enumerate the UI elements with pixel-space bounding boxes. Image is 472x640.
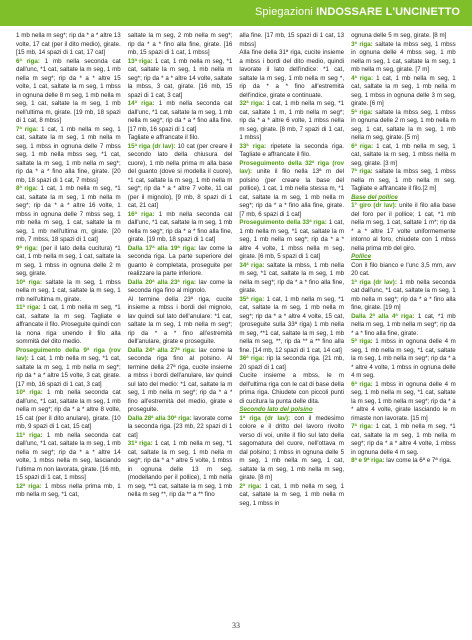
instruction-paragraph	[239, 483, 344, 509]
instruction-paragraph	[239, 100, 344, 143]
row-text: Cucite insieme a mbss, le m dell'ultima riga con le cat di base della prima riga. Chiudete con piccoli punti di cucitura la punta delle dita.	[239, 372, 345, 405]
instruction-paragraph	[16, 432, 121, 483]
row-label: 14ª riga:	[127, 100, 155, 107]
instruction-paragraph	[128, 415, 233, 441]
instruction-paragraph	[16, 126, 121, 186]
row-text: 1 cat, 1 mb nella m seg, *1 cat, saltate la m seg, 1 mb nella m seg*; rip da * a * altre 5 volte, 1 mbss in ognuna delle 13 m seg. (modellando per il pollice), 1 mb nella m seg, **1 cat, saltate la m seg, 1 mb nella m seg **, rip da ** a ** fino	[127, 440, 233, 498]
instruction-paragraph	[16, 483, 121, 500]
text-column-1	[16, 32, 121, 614]
page-number: 33	[232, 621, 240, 630]
instruction-paragraph	[351, 279, 456, 313]
row-text: 1 cat, 1 mb nella m seg, *1 cat, saltate la m seg, 1 mb nella m seg*; rip da * a * altre 16 volte, 1 mbss in ognuna delle 7 mbss seg, 1 mb nella m seg, 1 cat, saltate la m seg, 1 mb nell'ultima m, girate. [20 mb, 7 mbss, 18 spazi di 1 cat]	[16, 185, 121, 243]
text-columns	[16, 32, 456, 614]
row-text: 1 cat, 1 mb nella m seg, *1 cat, saltate la m seg, 1 mb nella m seg*; rip da * a * altre 4 volte, 1 mbss in ognuna delle 4 m seg.	[351, 423, 456, 456]
instruction-paragraph	[239, 415, 344, 483]
row-text: 1 mbss nella prima mb, 1 mb nella m seg, *1 cat,	[16, 482, 121, 498]
row-label: 5ª riga:	[351, 108, 373, 116]
instruction-paragraph	[351, 423, 456, 457]
row-text: unite il filo nella 13ª m del polsino (per creare la base del pollice), 1 cat, 1 mb nella stessa m, *1 cat, saltate la m seg, 1 mb nella m seg*; rip da * a * fino alla fine, girate. [7 mb, 6 spazi di 1 cat]	[239, 168, 345, 218]
text-column-3	[239, 32, 344, 614]
header-title: Spiegazioni INDOSSARE L'UNCINETTO	[255, 6, 460, 18]
row-label: 6ª riga:	[16, 57, 40, 65]
instruction-paragraph	[128, 296, 233, 347]
row-text: 1 cat, 1 mb nella m seg, *1 cat, saltate 1 m, 1 mb nella m seg*; rip da * a * altre 6 volte, 1 mbss nella m seg, girate. [8 mb, 7 spazi di 1 cat, 1 mbss]	[239, 100, 345, 141]
row-text: (per il lato della cucitura) *1 cat, 1 mb nella m seg, 1 cat, saltate la m seg, 1 mbss in ognuna delle 2 m seg, girate.	[16, 244, 121, 277]
row-text: 1 mbss in ognuna delle 4 m seg, 1 mb nella m seg, *1 cat, saltate la m seg, 1 mb nella m seg*; rip da * a * altre 4 volte, girate lasciando le m rimaste non lavorate. [15 m]	[351, 380, 456, 422]
row-label: 11ª riga:	[16, 304, 41, 311]
row-text: lav come la 6ª e 7ª riga.	[384, 457, 452, 464]
row-label: 6ª riga:	[351, 380, 373, 388]
row-label: 8ª riga:	[16, 185, 38, 192]
instruction-paragraph	[239, 406, 344, 415]
row-label: 7ª riga:	[351, 423, 373, 430]
row-text: 1 mb nella seconda cat dall'unc, *1 cat, saltate la m seg, 1 mb nella m seg*; rip da * a * altre 8 volte, 15 cat (per il dito anulare), girate. [10 mb, 9 spazi di 1 cat, 15 cat]	[16, 389, 121, 430]
instruction-paragraph	[239, 372, 344, 406]
row-text: alla fine. [17 mb, 15 spazi di 1 cat, 13 mbss]	[239, 32, 345, 48]
page-header	[0, 0, 472, 26]
row-text: 1 cat, 1 mb nella m seg, 1 cat, saltate la m seg, 1 mb nella m seg, 1 mbss in	[239, 482, 345, 507]
instruction-paragraph	[128, 58, 233, 101]
instruction-paragraph	[239, 160, 344, 220]
row-text: ognuna delle 5 m seg, girate. [8 m]	[351, 32, 447, 39]
row-label: 12ª riga:	[16, 482, 42, 490]
row-text: Alla fine della 31ª riga, cucite insieme a mbss i bordi del dito medio, quindi lavorate il lato dell'indice: *1 cat, saltate la m seg, 1 mb nella m seg *, rip da * a * fino all'estremità dell'indice, girate e continuate.	[239, 49, 345, 99]
row-label: 13ª riga:	[127, 57, 153, 65]
instruction-paragraph	[351, 75, 456, 109]
instruction-paragraph	[351, 338, 456, 381]
row-text: saltate la mbss seg, 1 mbss in ognuna delle 4 mbss seg, 1 mb nella m seg, 1 cat, saltate la m seg, 1 mb nella m seg, girate. [7 m]	[351, 40, 456, 73]
instruction-paragraph	[351, 41, 456, 75]
row-label: 9ª riga:	[16, 244, 38, 252]
instruction-paragraph	[351, 202, 456, 253]
row-label: 2ª riga:	[239, 482, 262, 490]
row-label: Proseguimento della 33ª riga:	[239, 219, 327, 226]
row-label: 10ª riga:	[16, 389, 43, 396]
row-text: saltate la m seg, 2 mb nella m seg*; rip da * a * fino alla fine, girate. [16 mb, 15 spazi di 1 cat, 1 mbss]	[127, 32, 233, 56]
row-text: 1 cat, 1 mb nella m seg, *1 cat, saltate la m seg, 1 mb nella m seg*; rip da * a * altre 14 volte, saltate la mbss, 3 cat, girate. [16 mb, 15 spazi di 1 cat, 3 cat]	[127, 57, 233, 99]
row-label: 4ª riga:	[351, 74, 374, 82]
row-label: 15ª riga (dr lav):	[127, 142, 176, 150]
row-label: 34ª riga:	[239, 261, 265, 269]
instruction-paragraph	[128, 100, 233, 134]
text-column-4	[351, 32, 456, 614]
row-text: Con il filo bianco e l'unc 3,5 mm, avv 20 cat.	[351, 261, 456, 277]
instruction-paragraph	[128, 279, 233, 296]
instruction-paragraph	[16, 245, 121, 279]
row-text: saltate la mbss seg, 1 mbss in ognuna delle 2 m seg, 1 mb nella m seg, 1 cat, saltate la m seg, 1 mb nella m seg, girate. [5 m]	[351, 108, 456, 141]
row-label: Proseguimento della 32ª riga (rov lav):	[239, 159, 345, 175]
row-label: 36ª riga:	[239, 355, 265, 362]
instruction-paragraph	[128, 134, 233, 143]
row-text: lav come la seconda riga. La parte superiore del guanto è completata, proseguite per realizzare la parte inferiore.	[127, 244, 233, 277]
row-text: 1 cat, 1 mb nella m seg, 1 cat, saltate la m seg, 1 mb nella m seg, 1 mbss in ognuna delle 3 m seg, girate. [6 m]	[351, 74, 456, 107]
row-text: 1 cat, 1 mb nella m seg, *1 cat, saltate la m seg, 1 mb nella m seg*; rip da * a * altre 4 volte, 15 cat, (proseguite sulla 33ª riga) 1 mb nella m seg, **1 cat, saltate la m seg, 1 mb nella m seg, **, rip da ** a ** fino alla fine. [14 mb, 12 spazi di 1 cat, 14 cat]	[239, 295, 345, 354]
row-label: 5ª riga:	[351, 338, 373, 345]
row-text: 1 mb nella seconda cat dall'unc, *1 cat, saltate la m seg, 1 mb nella m seg*; rip da * a * fino alla fine, girate. [19 m]	[351, 278, 456, 311]
instruction-paragraph	[239, 143, 344, 160]
row-text: 1 mb nella seconda cat dall'unc, *1 cat, saltate la m seg, 1 mb nella m seg*; rip da * a * altre 15 volte, 1 cat, saltate la m seg, 1 mbss in ognuna delle 8 m seg, 1 mb nella m seg, 1 cat, saltate la m seg, 1 mb nell'ultima m, girate. [19 mb, 18 spazi di 1 cat, 8 mbss]	[16, 57, 121, 124]
row-label: Dalla 2ª alla 4ª riga:	[351, 312, 415, 320]
row-label: 11ª riga:	[16, 431, 43, 439]
row-text: 1 mb nella seconda cat dall'unc, *1 cat, saltate la m seg, 1 mb nella m seg*; rip da * a * altre 14 volte, 1 mbss nella m seg, lasciando l'ultima m non lavorata, girate. [16 mb, 15 spazi di 1 cat, 1 mbss]	[16, 431, 121, 481]
row-text: saltate la m seg, 1 mbss nella m seg, 1 cat, saltate la m seg, 1 mb nell'ultima m, girate.	[16, 278, 121, 303]
instruction-paragraph	[351, 32, 456, 41]
row-text: 1 cat, *1 mb nella m seg, 1 mb nella m seg*; rip da * a * fino alla fine, girate.	[351, 312, 456, 337]
row-text: saltate la mbss seg, 1 mbss nella m seg, 1 mb nella m seg. Tagliate e affrancate il filo.[2 m]	[351, 168, 456, 192]
instruction-paragraph	[16, 347, 121, 390]
instruction-paragraph	[351, 381, 456, 424]
row-label: 7ª riga:	[351, 168, 373, 175]
row-label: 1° giro (dr lav):	[351, 202, 397, 209]
row-text: 1 mbss in ognuna delle 4 m seg, 1 mb nella m seg, *1 cat, saltate la m seg, 1 mb nella m seg*; rip da * a * altre 4 volte, 1 mbss in ognuna delle 4 m seg.	[351, 338, 456, 379]
instruction-paragraph	[351, 457, 456, 466]
row-label: 8ª e 9ª riga:	[351, 457, 385, 464]
text-column-2	[128, 32, 233, 614]
instruction-paragraph	[239, 296, 344, 356]
row-label: 33ª riga:	[239, 142, 267, 150]
instruction-paragraph	[239, 32, 344, 49]
instruction-paragraph	[351, 313, 456, 339]
row-text: 1 cat, 1 mb nella m seg, 1 cat, saltate la m seg, 1 mbss nella m seg, girate. [3 m]	[351, 142, 456, 167]
instruction-paragraph	[128, 211, 233, 245]
instruction-paragraph	[351, 253, 456, 262]
instruction-paragraph	[16, 389, 121, 432]
row-label: 1ª riga (dr lav):	[351, 278, 397, 286]
row-text: 1 mb nella seconda cat dall'unc, *1 cat, saltate la m seg, 1 mb nella m seg*; rip da * a * fino alla fine. [17 mb, 16 spazi di 1 cat]	[127, 100, 233, 133]
row-label: 16ª riga:	[127, 210, 155, 218]
row-text: saltate la mbss, 1 mb nella m seg, *1 cat, saltate la m seg, 1 mb nella m seg*; rip da * a * fino alla fine, girate.	[239, 261, 345, 294]
instruction-paragraph	[351, 109, 456, 143]
section-heading: Pollice	[351, 253, 372, 260]
row-label: 7ª riga:	[16, 125, 39, 133]
row-text: unite il filo alla base del foro per il pollice; 1 cat, *1 mb nella m seg, 1 cat, saltate 1 m*; rip da * a * altre 17 volte uniformemente intorno al foro, chiudete con 1 mbss nella prima mb del giro.	[351, 202, 456, 252]
row-label: 32ª riga:	[239, 100, 265, 107]
instruction-paragraph	[351, 143, 456, 169]
row-text: 1 cat, 1 mb nella m seg, *1 cat, saltate la m seg, 1 mb nella m seg*; rip da * a * altre 4 volte, 1 mbss nella m seg, girate. [6 mb, 5 spazi di 1 cat]	[239, 219, 345, 260]
instruction-paragraph	[351, 168, 456, 194]
row-text: 1 cat, 1 mb nella m seg, *1 cat, saltate la m seg, 1 mb nella m seg*; rip da * a * altre 15 volte, 3 cat, girate. [17 mb, 16 spazi di 1 cat, 3 cat]	[16, 355, 121, 388]
instruction-paragraph	[351, 194, 456, 203]
instruction-paragraph	[239, 49, 344, 100]
instruction-paragraph	[128, 440, 233, 500]
row-text: 1 mb nella seconda cat dall'unc, *1 cat, saltate la m seg, 1 mb nella m seg*; rip da * a * fino alla fine, girate. [19 mb, 18 spazi di 1 cat]	[127, 210, 233, 243]
row-text: ripetete la seconda riga. Tagliate e affrancate il filo.	[239, 142, 345, 158]
instruction-paragraph	[128, 347, 233, 415]
instruction-paragraph	[351, 262, 456, 279]
row-text: 10 cat (per creare il secondo lato della chiusura del cuore), 1 mb nella prima m alla base del guanto (dove si modella il cuore), *1 cat, saltate la m seg, 1 mb nella m seg*; rip da * a * altre 7 volte, 11 cat (per il mignolo), [9 mb, 8 spazi di 1 cat, 21 cat]	[127, 142, 233, 209]
instruction-paragraph	[239, 355, 344, 372]
instruction-paragraph	[16, 279, 121, 305]
row-label: 3ª riga:	[351, 40, 373, 48]
row-label: Dalla 20ª alla 23ª riga:	[127, 278, 196, 286]
row-label: 6ª riga:	[351, 142, 374, 150]
row-label: Dalla 24ª alla 27ª riga:	[127, 346, 196, 354]
row-text: Al termine della 23ª riga, cucite insieme a mbss i bordi del mignolo, lav quindi sul lato dell'anulare: *1 cat, saltate la m seg, 1 mb nella m seg*; rip da * a * fino all'estremità dell'anulare, girate e proseguite.	[127, 295, 233, 345]
instruction-paragraph	[128, 143, 233, 211]
row-text: lav come la seconda riga fino al mignolo.	[127, 278, 233, 294]
instruction-paragraph	[16, 32, 121, 58]
row-text: rip la seconda riga. [21 mb, 20 spazi di 1 cat]	[239, 355, 345, 371]
row-text: con il medesimo colore e il dritto del lavoro rivolto verso di voi, unite il filo sul lato della sagomatura del cuore, nell'ottava m dal polsino; 1 mbss in ognuna delle 5 m seg, 1 mb nella m seg, 1 cat, saltate la m seg, 1 mb nella m seg, girate. [8 m]	[239, 414, 345, 481]
section-heading: Secondo lato del polsino	[239, 406, 313, 413]
instruction-paragraph	[16, 58, 121, 126]
instruction-paragraph	[16, 185, 121, 245]
row-text: 1 cat, 1 mb nella m seg, *1 cat, saltate la m seg. Tagliate e affrancate il filo. Proseguite quindi con la nona riga unendo il filo alla sommità del dito medio.	[16, 304, 121, 345]
instruction-paragraph	[16, 304, 121, 347]
row-text: Tagliate e affrancate il filo.	[127, 134, 200, 141]
row-text: 1 mb nella m seg*; rip da * a * altre 13 volte, 17 cat (per il dito medio), girate. [15 mb, 14 spazi di 1 cat, 17 cat]	[16, 32, 121, 56]
row-label: 1ª riga (dr lav):	[239, 414, 291, 422]
row-text: 1 cat, 1 mb nella m seg, 1 cat, saltate la m seg, 1 mb nella m seg, 1 mbss in ognuna delle 7 mbss seg, 1 mb nella mbss seg, *1 cat, saltate la m seg, 1 mb nella m seg*; rip da * a * fino alla fine, girate. [20 mb, 18 spazi di 1 cat, 7 mbss]	[16, 125, 121, 184]
section-heading: Base del pollice	[351, 193, 398, 201]
row-label: 10ª riga:	[16, 278, 43, 286]
row-label: 35ª riga:	[239, 295, 265, 303]
instruction-paragraph	[128, 32, 233, 58]
row-text: lav come la seconda riga fino al polsino. Al termine della 27ª riga, cucite insieme a mbss i bordi dell'anulare, lav quindi sul lato del medio: *1 cat, saltate la m seg, 1 mb nella m seg*; rip da * a * fino all'estremità del medio, girate e proseguite.	[127, 346, 233, 413]
instruction-paragraph	[128, 245, 233, 279]
row-label: 31ª riga:	[127, 440, 153, 447]
instruction-paragraph	[239, 262, 344, 296]
instruction-paragraph	[239, 219, 344, 262]
row-label: Dalla 17ª alla 19ª riga:	[127, 244, 196, 252]
row-label: Proseguimento della 9ª riga (rov lav):	[16, 346, 121, 362]
row-text: lavorate come la seconda riga. [23 mb, 22 spazi di 1 cat]	[127, 414, 233, 439]
row-label: Dalla 28ª alla 30ª riga:	[127, 414, 192, 422]
